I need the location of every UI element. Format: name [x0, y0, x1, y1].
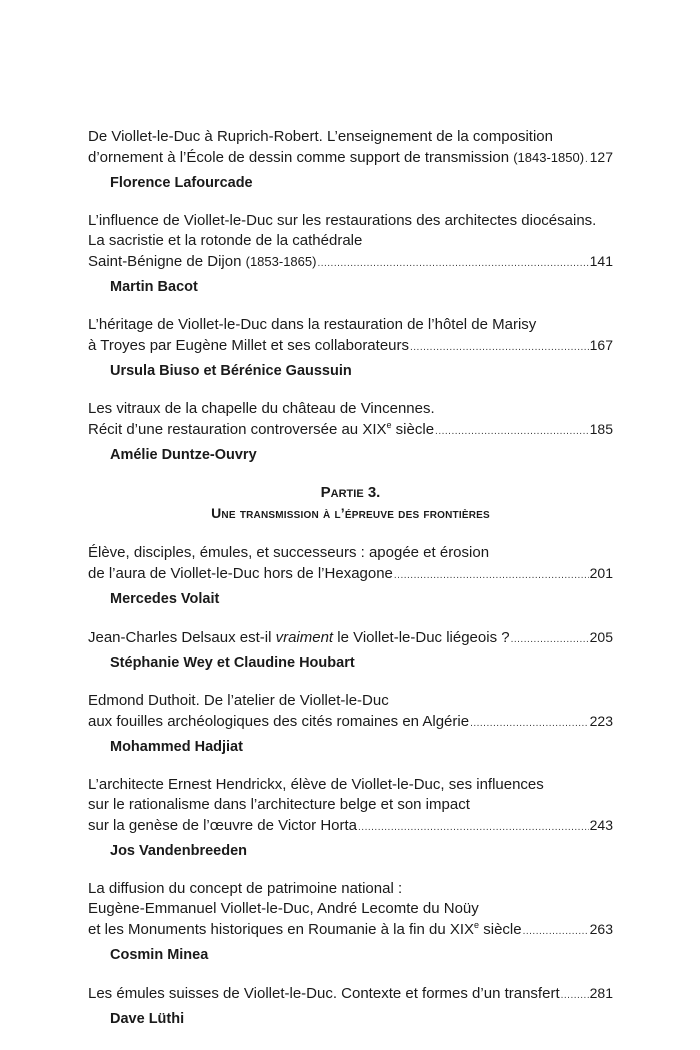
toc-entry-aura: [88, 543, 613, 609]
entry-title-text: Saint-Bénigne de Dijon: [88, 253, 242, 270]
entry-date: (1843-1850): [513, 150, 585, 165]
toc-entry-delsaux: [88, 627, 613, 673]
entry-title-last-line: [88, 563, 613, 586]
entry-title-last-line: [88, 815, 613, 838]
entry-title-last-line: [88, 335, 613, 358]
entry-title-text: Récit d’une restauration controversée au XIX: [88, 421, 387, 438]
entry-title-line: L’architecte Ernest Hendrickx, élève de Viollet-le-Duc, ses influences: [88, 776, 544, 793]
entry-title-text: aux fouilles archéologiques des cités romaines en Algérie: [88, 713, 470, 730]
entry-title-text: siècle: [391, 421, 435, 438]
toc-entry-duthoit: [88, 691, 613, 757]
dot-leader: [511, 630, 589, 650]
dot-leader: [394, 566, 589, 586]
entry-title-last-line: [88, 251, 613, 274]
page-number: 201: [589, 565, 613, 581]
entry-author: Jos Vandenbreeden: [110, 843, 247, 859]
entry-date: (1853-1865): [245, 254, 317, 269]
dot-leader: [523, 922, 589, 942]
dot-leader: [410, 338, 589, 358]
entry-title-last-line: [88, 919, 613, 942]
entry-author: Florence Lafourcade: [110, 175, 253, 191]
entry-title-text: siècle: [479, 921, 522, 938]
dot-leader: [317, 254, 588, 274]
toc-entry-suisses: [88, 983, 613, 1029]
entry-title-last-line: [88, 627, 613, 650]
toc-entry-ruprich-robert: [88, 127, 613, 193]
entry-title-text: Jean-Charles Delsaux est-il: [88, 629, 276, 646]
entry-title-text: et les Monuments historiques en Roumanie à la fin du XIX: [88, 921, 475, 938]
toc-entry-hendrickx: [88, 775, 613, 861]
entry-title-last-line: [88, 983, 613, 1006]
entry-title-line: L’influence de Viollet-le-Duc sur les restaurations des architectes diocésains.: [88, 212, 597, 229]
entry-author: Martin Bacot: [110, 279, 198, 295]
entry-title-line: Edmond Duthoit. De l’atelier de Viollet-le-Duc: [88, 692, 389, 709]
dot-leader: [561, 986, 589, 1006]
entry-title-line: Les vitraux de la chapelle du château de Vincennes.: [88, 400, 435, 417]
page-number: 243: [589, 817, 613, 833]
entry-title-text: le Viollet-le-Duc liégeois ?: [333, 629, 510, 646]
entry-title-text: sur la genèse de l’œuvre de Victor Horta: [88, 817, 358, 834]
entry-author: Cosmin Minea: [110, 947, 209, 963]
entry-author: Dave Lüthi: [110, 1011, 185, 1027]
entry-title-line: La sacristie et la rotonde de la cathédrale: [88, 232, 363, 249]
toc-entry-roumanie: [88, 879, 613, 965]
superscript: e: [386, 420, 392, 430]
entry-title-text: de l’aura de Viollet-le-Duc hors de l’Hexagone: [88, 565, 393, 582]
toc-entry-marisy: [88, 315, 613, 381]
page-number: 127: [589, 149, 613, 165]
page-number: 167: [589, 337, 613, 353]
superscript: e: [474, 920, 480, 930]
toc-entry-dijon: [88, 211, 613, 297]
part-heading: [88, 483, 613, 523]
part-number: Partie 3.: [320, 484, 381, 501]
entry-author: Amélie Duntze-Ouvry: [110, 447, 257, 463]
entry-author: Stéphanie Wey et Claudine Houbart: [110, 655, 355, 671]
entry-title-line: sur le rationalisme dans l’architecture belge et son impact: [88, 796, 470, 813]
dot-leader: [585, 150, 589, 170]
page-number: 223: [589, 713, 613, 729]
page-number: 281: [589, 985, 613, 1001]
toc-entry-vincennes: [88, 399, 613, 465]
entry-title-line: Élève, disciples, émules, et successeurs : apogée et érosion: [88, 544, 490, 561]
entry-author: Ursula Biuso et Bérénice Gaussuin: [110, 363, 352, 379]
entry-title-text: à Troyes par Eugène Millet et ses collaborateurs: [88, 337, 409, 354]
entry-title-line: L’héritage de Viollet-le-Duc dans la restauration de l’hôtel de Marisy: [88, 316, 537, 333]
entry-author: Mercedes Volait: [110, 591, 220, 607]
dot-leader: [470, 714, 589, 734]
entry-title-emphasis: vraiment: [275, 629, 334, 646]
entry-title-text: d’ornement à l’École de dessin comme support de transmission: [88, 149, 510, 166]
entry-title-last-line: [88, 419, 613, 442]
page-number: 141: [589, 253, 613, 269]
entry-title-last-line: [88, 711, 613, 734]
page-number: 205: [589, 629, 613, 645]
entry-title-text: Les émules suisses de Viollet-le-Duc. Contexte et formes d’un transfert: [88, 985, 560, 1002]
page-number: 185: [589, 421, 613, 437]
entry-author: Mohammed Hadjiat: [110, 739, 243, 755]
table-of-contents: [88, 127, 613, 1047]
dot-leader: [435, 422, 589, 442]
page-number: 263: [589, 921, 613, 937]
entry-title-line: De Viollet-le-Duc à Ruprich-Robert. L’enseignement de la composition: [88, 128, 553, 145]
dot-leader: [358, 818, 589, 838]
part-title: Une transmission à l’épreuve des frontières: [211, 505, 490, 521]
entry-title-last-line: [88, 147, 613, 170]
entry-title-line: La diffusion du concept de patrimoine national :: [88, 880, 403, 897]
entry-title-line: Eugène-Emmanuel Viollet-le-Duc, André Lecomte du Noüy: [88, 900, 479, 917]
